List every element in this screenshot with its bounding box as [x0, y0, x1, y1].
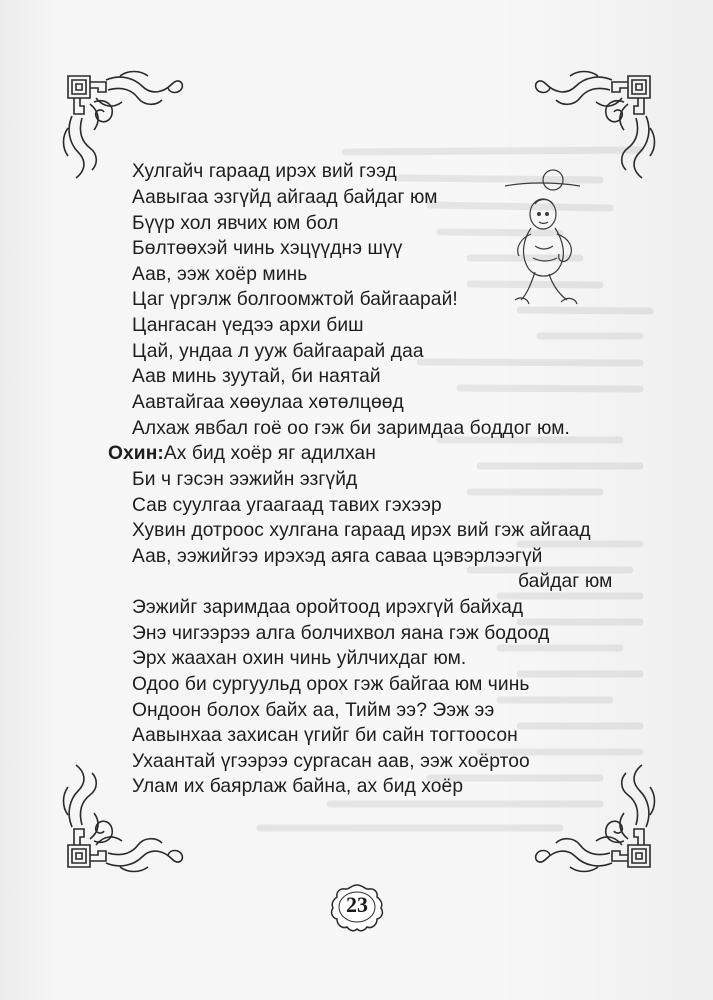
poem-line: Аавтайгаа хөөулаа хөтөлцөөд — [132, 392, 404, 413]
poem-line: Энэ чигээрээ алга болчихвол яана гэж бодоод — [132, 623, 550, 644]
poem-line: Ухаантай үгээрээ сургасан аав, ээж хоёртоо — [132, 751, 530, 772]
poem-line: байдаг юм — [518, 571, 613, 592]
page-number: 23 — [346, 892, 368, 917]
poem-line: Аав, ээж хоёр минь — [132, 264, 308, 285]
poem-line: Алхаж явбал гоё оо гэж би заримдаа боддог юм. — [132, 418, 570, 439]
poem-line: Би ч гэсэн ээжийн эзгүйд — [132, 469, 358, 490]
poem-line: Аав минь зуутай, би наятай — [132, 366, 381, 387]
poem-line: Цангасан үедээ архи биш — [132, 315, 364, 336]
poem-line: Цаг үргэлж болгоомжтой байгаарай! — [132, 289, 458, 310]
page-number-badge — [328, 882, 386, 932]
corner-ornament-bottom-right — [528, 760, 658, 875]
poem-line: Сав суулгаа угаагаад тавих гэхээр — [132, 495, 442, 516]
poem-line: Ондоон болох байх аа, Тийм ээ? Ээж ээ — [132, 700, 495, 721]
poem-line — [108, 442, 376, 466]
speaker-label: Охин: — [108, 443, 164, 464]
poem-line: Аавыгаа эзгүйд айгаад байдаг юм — [132, 187, 438, 208]
poem-line: Ээжийг заримдаа оройтоод ирэхгүй байхад — [132, 597, 524, 618]
poem-line: Аавынхаа захисан үгийг би сайн тогтоосон — [132, 725, 518, 746]
poem-line: Одоо би сургуульд орох гэж байгаа юм чинь — [132, 674, 530, 695]
poem-line: Хулгайч гараад ирэх вий гээд — [132, 161, 397, 182]
poem-line: Бөлтөөхэй чинь хэцүүднэ шүү — [132, 238, 403, 259]
poem-line: Бүүр хол явчих юм бол — [132, 213, 339, 234]
poem-line: Хувин дотроос хулгана гараад ирэх вий гэж айгаад — [132, 520, 591, 541]
child-illustration — [505, 168, 580, 308]
poem-line-text: Ах бид хоёр яг адилхан — [163, 443, 376, 464]
poem-line: Эрх жаахан охин чинь уйлчихдаг юм. — [132, 648, 467, 669]
corner-ornament-top-right — [528, 68, 658, 183]
poem-line: Улам их баярлаж байна, ах бид хоёр — [132, 776, 464, 797]
poem-line: Аав, ээжийгээ ирэхэд аяга саваа цэвэрлээгүй — [132, 546, 543, 567]
poem-line: Цай, ундаа л ууж байгаарай даа — [132, 341, 424, 362]
